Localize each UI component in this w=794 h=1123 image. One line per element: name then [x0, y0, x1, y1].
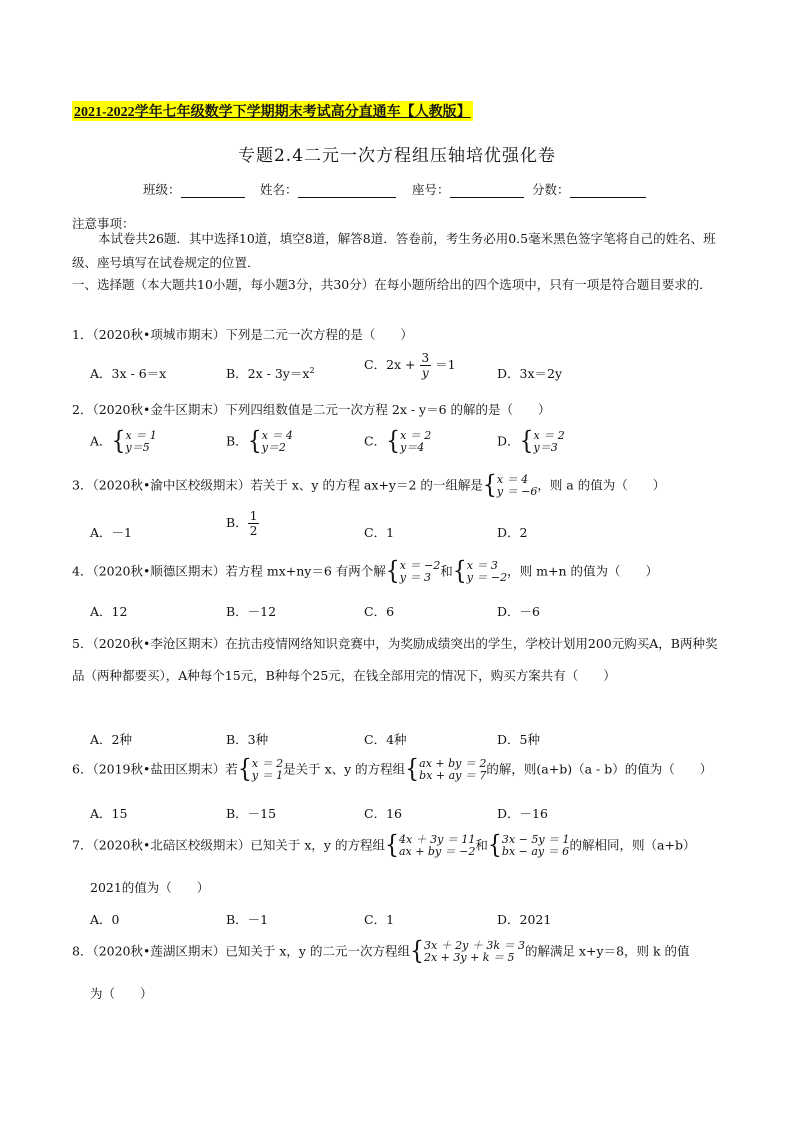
question-7-option-a: A．0: [90, 912, 120, 927]
question-4-option-a: A．12: [90, 604, 128, 619]
question-2-option-c: C．{ x ＝ 2 y＝4: [364, 427, 432, 456]
question-6-option-b: B．－15: [226, 806, 277, 821]
question-1-option-b: B．$2x - 3y=x^2$: [226, 365, 315, 381]
series-banner: 2021-2022学年七年级数学下学期期末考试高分直通车【人教版】: [72, 101, 473, 121]
fraction: $\frac{1}{2}$: [249, 509, 258, 538]
question-4-stem: 4．（2020秋•顺德区期末）若方程 mx+ny＝6 有两个解{ x ＝ −2 y ＝ 3 和{ x ＝ 3 y ＝ −2 ，则 m+n 的值为（ ）: [72, 557, 658, 586]
question-1-option-a: A．3x - 6＝x: [90, 366, 167, 381]
question-7-line-2: 2021的值为（ ）: [90, 880, 210, 895]
question-2-stem: 2．（2020秋•金牛区期末）下列四组数值是二元一次方程 2x - y＝6 的解的是（ ）: [72, 402, 551, 417]
question-1-option-d: D．3x＝2y: [497, 366, 563, 381]
fraction: $\frac{3}{y}$: [421, 351, 430, 380]
name-blank: [298, 184, 396, 198]
question-5-option-d: D．5种: [497, 732, 540, 747]
question-3-option-a: A．－1: [90, 525, 132, 540]
question-8-stem: 8．（2020秋•莲湖区期末）已知关于 x，y 的二元一次方程组{ 3x ＋ 2y ＋ 3k ＝ 3 2x + 3y + k ＝ 5 的解满足 x+y＝8，则 k 的值: [72, 937, 690, 966]
name-field: [260, 180, 396, 198]
question-2-option-b: B．{ x ＝ 4 y＝2: [226, 427, 293, 456]
seat-blank: [450, 184, 524, 198]
score-blank: [570, 184, 646, 198]
question-4-option-d: D．－6: [497, 604, 540, 619]
notes-heading: 注意事项：: [72, 216, 135, 231]
question-8-line-2: 为（ ）: [90, 986, 153, 1001]
score-field: [532, 180, 646, 198]
question-3-stem: 3．（2020秋•渝中区校级期末）若关于 x、y 的方程 ax+y＝2 的一组解是{ x ＝ 4 y ＝ −6 ，则 a 的值为（ ）: [72, 471, 666, 500]
seat-field: [412, 180, 524, 198]
question-6-option-d: D．－16: [497, 806, 548, 821]
question-4-option-c: C．6: [364, 604, 395, 619]
question-1-stem: 1．（2020秋•项城市期末）下列是二元一次方程的是（ ）: [72, 327, 413, 342]
question-3-option-b: B． $\frac{1}{2}$: [226, 509, 258, 538]
page-title: 专题2.4二元一次方程组压轴培优强化卷: [237, 146, 557, 166]
question-5-stem: 5．（2020秋•李沧区期末）在抗击疫情网络知识竞赛中，为奖励成绩突出的学生，学校计划用200元购买A，B两种奖品（两种都要买），A种每个15元，B种每个25元，在钱全部用完的情况下，购买方案共有（ ）: [72, 636, 718, 683]
question-3-option-c: C．1: [364, 525, 395, 540]
score-label: 分数：: [532, 182, 570, 197]
question-2-option-d: D．{ x ＝ 2 y＝3: [497, 427, 565, 456]
question-5-option-b: B．3种: [226, 732, 269, 747]
name-label: 姓名：: [260, 182, 298, 197]
question-5-option-a: A．2种: [90, 732, 132, 747]
question-7-option-d: D．2021: [497, 912, 552, 927]
question-6-option-a: A．15: [90, 806, 128, 821]
section-heading: 一、选择题（本大题共10小题，每小题3分，共30分）在每小题所给出的四个选项中，只有一项是符合题目要求的．: [72, 277, 712, 292]
question-4-option-b: B．－12: [226, 604, 277, 619]
question-7-option-b: B．－1: [226, 912, 269, 927]
question-6-stem: 6．（2019秋•盐田区期末）若{ x ＝ 2 y ＝ 1 是关于 x、y 的方程组{ ax + by ＝ 2 bx + ay ＝ 7 的解，则(a+b)（a - b）的值为（ ）: [72, 755, 713, 784]
question-7-stem: 7．（2020秋•北碚区校级期末）已知关于 x，y 的方程组{ 4x ＋ 3y ＝ 11 ax + by ＝ −2 和{ 3x − 5y ＝ 1 bx − ay ＝ 6 的解相同，则（a+b）: [72, 831, 696, 860]
question-3-option-d: D．2: [497, 525, 528, 540]
question-7-option-c: C．1: [364, 912, 395, 927]
class-label: 班级：: [143, 182, 181, 197]
class-field: [143, 180, 245, 198]
class-blank: [181, 184, 245, 198]
seat-label: 座号：: [412, 182, 450, 197]
notes-body: 本试卷共26题．其中选择10道，填空8道，解答8道．答卷前，考生务必用0.5毫米黑色签字笔将自己的姓名、班级、座号填写在试卷规定的位置．: [72, 231, 716, 270]
question-6-option-c: C．16: [364, 806, 402, 821]
question-5-option-c: C．4种: [364, 732, 407, 747]
question-1-option-c: C．2x + $\frac{3}{y}$ ＝1: [364, 351, 456, 380]
question-2-option-a: A．{ x ＝ 1 y＝5: [90, 427, 157, 456]
